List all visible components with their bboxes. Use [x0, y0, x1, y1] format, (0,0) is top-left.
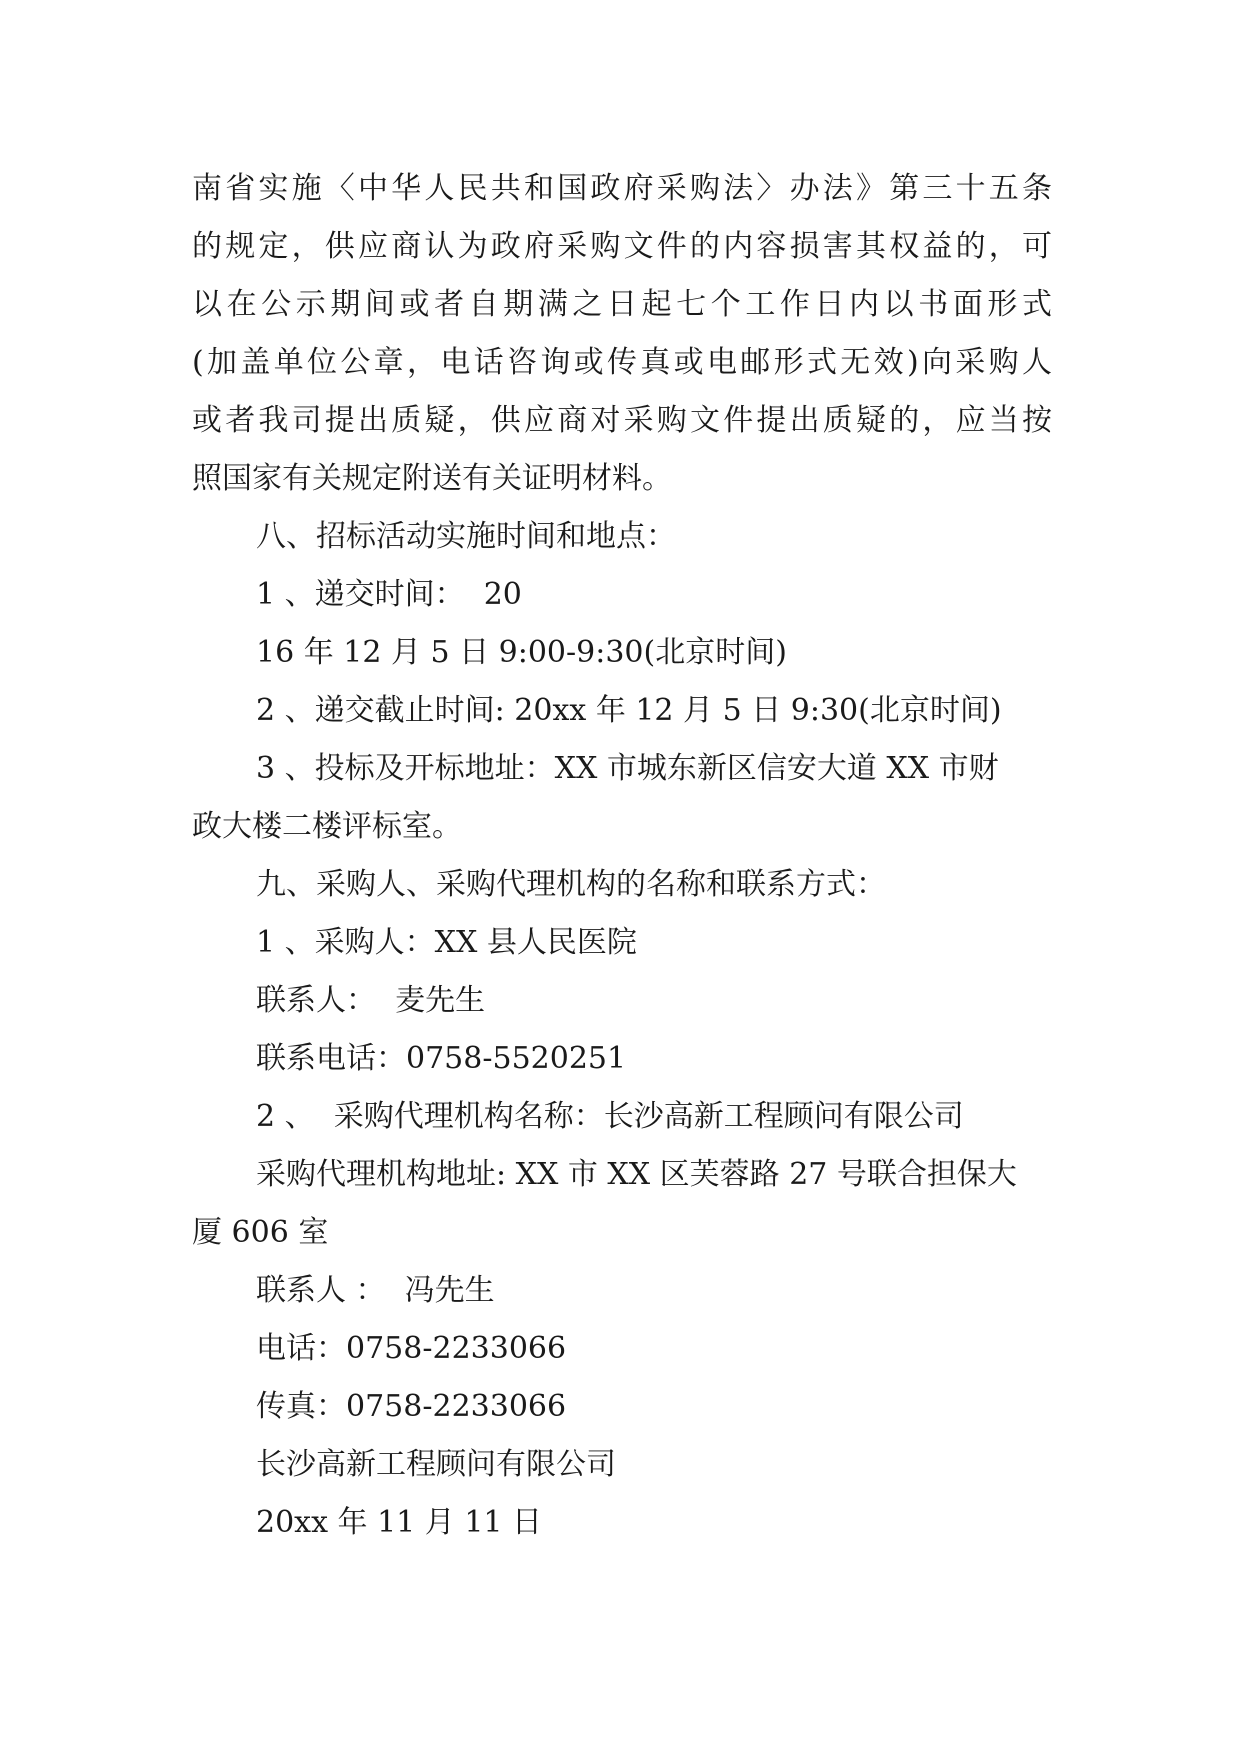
purchaser-phone: 联系电话：0758-5520251 [256, 1041, 627, 1076]
agency-phone: 电话：0758-2233066 [256, 1331, 567, 1366]
signature-company: 长沙高新工程顾问有限公司 [256, 1447, 616, 1482]
bid-opening-address-line-2: 政大楼二楼评标室。 [192, 809, 462, 844]
section-9-heading: 九、采购人、采购代理机构的名称和联系方式： [256, 867, 886, 902]
agency-address-line-2: 厦 606 室 [192, 1215, 329, 1250]
intro-line-3: 以在公示期间或者自期满之日起七个工作日内以书面形式 [192, 287, 1052, 322]
intro-line-6: 照国家有关规定附送有关证明材料。 [192, 461, 672, 496]
section-8-heading: 八、招标活动实施时间和地点： [256, 519, 676, 554]
agency-address-line-1: 采购代理机构地址: XX 市 XX 区芙蓉路 27 号联合担保大 [256, 1157, 1017, 1192]
submission-time-line-1: 1 、递交时间： 20 [256, 577, 522, 612]
intro-line-2: 的规定，供应商认为政府采购文件的内容损害其权益的，可 [192, 229, 1052, 264]
intro-line-1: 南省实施〈中华人民共和国政府采购法〉办法》第三十五条 [192, 171, 1052, 206]
purchaser-name: 1 、采购人：XX 县人民医院 [256, 925, 637, 960]
submission-deadline: 2 、递交截止时间: 20xx 年 12 月 5 日 9:30(北京时间) [256, 693, 1002, 728]
agency-name: 2 、 采购代理机构名称：长沙高新工程顾问有限公司 [256, 1099, 964, 1134]
signature-date: 20xx 年 11 月 11 日 [256, 1505, 543, 1540]
agency-contact: 联系人 ： 冯先生 [256, 1273, 495, 1308]
intro-line-5: 或者我司提出质疑，供应商对采购文件提出质疑的，应当按 [192, 403, 1052, 438]
bid-opening-address-line-1: 3 、投标及开标地址：XX 市城东新区信安大道 XX 市财 [256, 751, 999, 786]
purchaser-contact: 联系人： 麦先生 [256, 983, 486, 1018]
document-body [192, 160, 1052, 1552]
intro-line-4: (加盖单位公章，电话咨询或传真或电邮形式无效)向采购人 [192, 345, 1052, 380]
submission-time-line-2: 16 年 12 月 5 日 9:00-9:30(北京时间) [256, 635, 787, 670]
agency-fax: 传真：0758-2233066 [256, 1389, 567, 1424]
